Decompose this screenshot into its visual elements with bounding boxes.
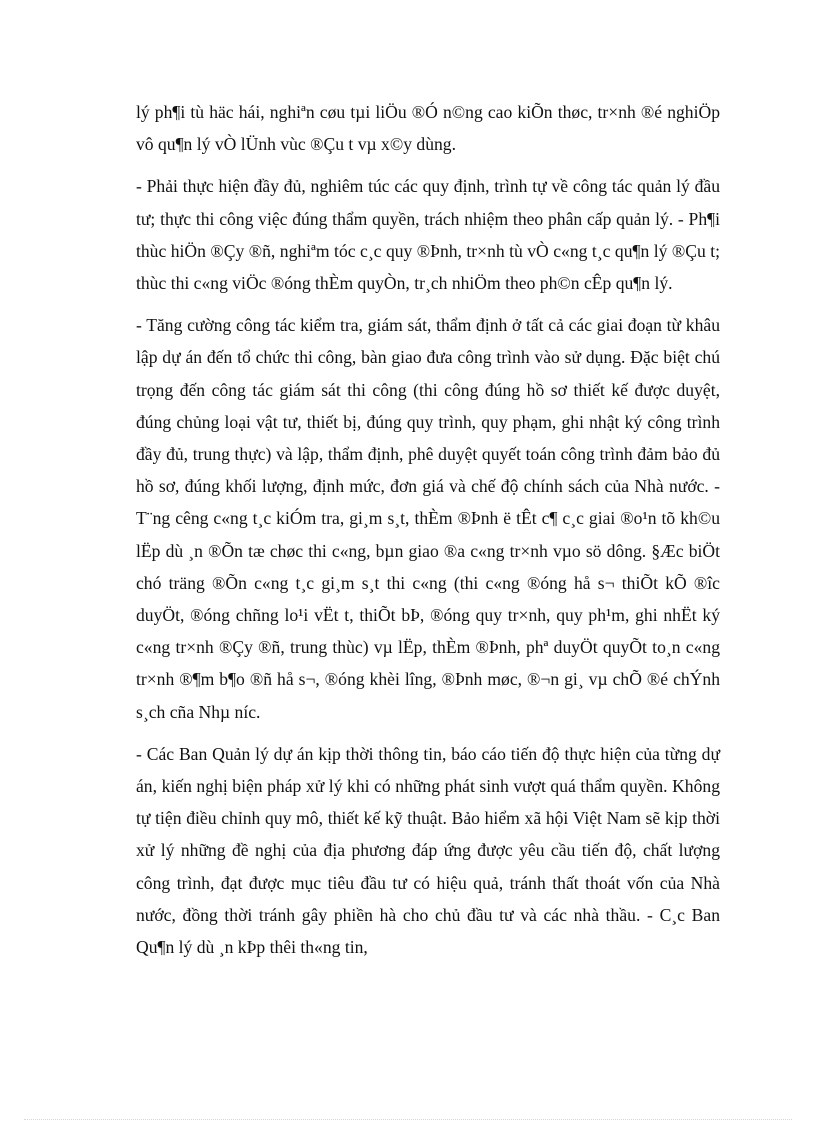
paragraph-4: - Các Ban Quản lý dự án kịp thời thông tin, báo cáo tiến độ thực hiện của từng dự án, kiến nghị biện pháp xử lý khi có những phát sinh vượt quá thẩm quyền. Không tự tiện điều chỉnh quy mô, thiết kế kỹ thuật. Bảo hiểm xã hội Việt Nam sẽ kịp thời xử lý những đề nghị của địa phương đáp ứng được yêu cầu tiến độ, chất lượng công trình, đạt được mục tiêu đầu tư có hiệu quả, tránh thất thoát vốn của Nhà nước, đồng thời tránh gây phiền hà cho chủ đầu tư và các nhà thầu. - C¸c Ban Qu¶n lý dù ¸n kÞp thêi th«ng tin,: [136, 743, 720, 958]
page-bottom-divider: [24, 1119, 792, 1120]
paragraph-3: - Tăng cường công tác kiểm tra, giám sát, thẩm định ở tất cả các giai đoạn từ khâu lập dự án đến tổ chức thi công, bàn giao đưa công trình vào sử dụng. Đặc biệt chú trọng đến công tác giám sát thi công (thi công đúng hồ sơ thiết kế được duyệt, đúng chủng loại vật tư, thiết bị, đúng quy trình, quy phạm, ghi nhật ký công trình đầy đủ, trung thực) và lập, thẩm định, phê duyệt quyết toán công trình đảm bảo đủ hồ sơ, đúng khối lượng, định mức, đơn giá và chế độ chính sách của Nhà nước. - T¨ng cêng c«ng t¸c kiÓm tra, gi¸m s¸t, thÈm ®Þnh ë tÊt c¶ c¸c giai ®o¹n tõ kh©u lËp dù ¸n ®Õn tæ chøc thi c«ng, bµn giao ®a c«ng tr×nh vµo sö dông. §Æc biÖt chó träng ®Õn c«ng t¸c gi¸m s¸t thi c«ng (thi c«ng ®óng hå s¬ thiÕt kÕ ®îc duyÖt, ®óng chñng lo¹i vËt t, thiÕt bÞ, ®óng quy tr×nh, quy ph¹m, ghi nhËt ký c«ng tr×nh ®Çy ®ñ, trung thùc) vµ lËp, thÈm ®Þnh, phª duyÖt quyÕt to¸n c«ng tr×nh ®¶m b¶o ®ñ hå s¬, ®óng khèi lîng, ®Þnh møc, ®¬n gi¸ vµ chÕ ®é chÝnh s¸ch cña Nhµ níc.: [136, 315, 720, 722]
document-body: [136, 96, 720, 963]
paragraph-2: - Phải thực hiện đầy đủ, nghiêm túc các quy định, trình tự về công tác quản lý đầu tư; thực thi công việc đúng thẩm quyền, trách nhiệm theo phân cấp quản lý. - Ph¶i thùc hiÖn ®Çy ®ñ, nghiªm tóc c¸c quy ®Þnh, tr×nh tù vÒ c«ng t¸c qu¶n lý ®Çu t; thùc thi c«ng viÖc ®óng thÈm quyÒn, tr¸ch nhiÖm theo ph©n cÊp qu¶n lý.: [136, 176, 720, 294]
paragraph-1: lý ph¶i tù häc hái, nghiªn cøu tµi liÖu ®Ó n©ng cao kiÕn thøc, tr×nh ®é nghiÖp vô qu¶n lý vÒ lÜnh vùc ®Çu t vµ x©y dùng.: [136, 102, 720, 155]
